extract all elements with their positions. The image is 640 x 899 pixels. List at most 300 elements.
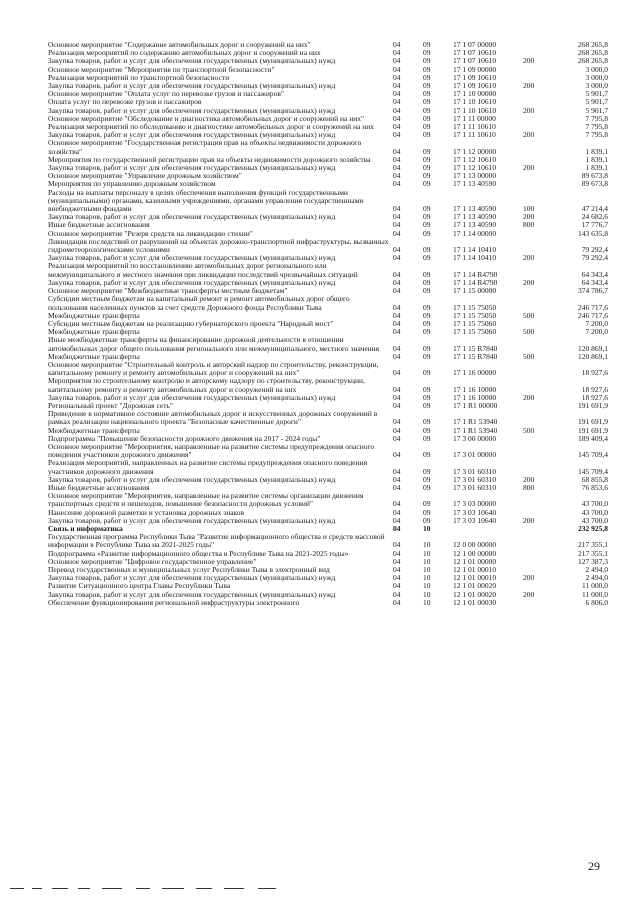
row-subsection: 09 <box>423 106 431 115</box>
row-target-code: 17 3 03 00000 <box>453 499 497 509</box>
row-section: 04 <box>393 483 401 492</box>
row-amount: 5 901,7 <box>585 106 608 115</box>
row-expense-type: 500 <box>523 311 535 320</box>
row-section: 04 <box>393 311 401 320</box>
row-expense-type <box>523 230 553 238</box>
row-target-code: 17 1 15 75060 <box>453 328 497 337</box>
table-row <box>48 336 608 352</box>
footer-dashes <box>10 888 290 890</box>
row-expense-type <box>523 566 553 574</box>
row-expense-type <box>523 287 553 295</box>
row-target-code: 17 1 15 R7840 <box>453 343 498 353</box>
row-target-code: 17 3 01 60310 <box>453 475 497 484</box>
row-expense-type <box>523 139 553 155</box>
row-subsection: 09 <box>423 475 431 484</box>
row-expense-type <box>523 74 553 82</box>
row-subsection: 09 <box>423 254 431 263</box>
row-name: Ликвидация последствий от разрушений на объектах дорожно-транспортной инфраструктуры, вызванных гидрометеорологическими условиями <box>48 236 389 255</box>
row-subsection: 09 <box>423 287 431 296</box>
row-target-code: 17 1 11 00000 <box>453 114 496 123</box>
row-subsection: 09 <box>423 73 431 82</box>
row-subsection: 09 <box>423 221 431 230</box>
row-section: 04 <box>393 499 401 509</box>
row-expense-type <box>523 492 553 508</box>
row-target-code: 12 0 00 00000 <box>453 540 497 550</box>
row-subsection: 09 <box>423 172 431 181</box>
row-expense-type: 200 <box>523 254 535 263</box>
row-amount: 68 855,8 <box>581 475 608 484</box>
row-target-code: 17 3 03 10640 <box>453 508 497 517</box>
row-target-code: 17 1 07 10610 <box>453 49 497 58</box>
row-target-code: 17 1 07 00000 <box>453 41 497 49</box>
row-section: 04 <box>393 574 401 583</box>
row-expense-type: 200 <box>523 164 535 173</box>
row-expense-type: 500 <box>523 328 535 337</box>
row-name: Связь и информатика <box>48 523 123 533</box>
row-expense-type <box>523 435 553 443</box>
row-name: Межбюджетные трансферты <box>48 351 140 361</box>
row-expense-type <box>523 459 553 475</box>
row-expense-type <box>523 238 553 254</box>
row-subsection: 09 <box>423 483 431 492</box>
row-amount: 189 409,4 <box>578 434 608 443</box>
row-section: 04 <box>393 57 401 66</box>
row-section: 04 <box>393 401 401 410</box>
row-amount: 7 200,0 <box>585 328 608 337</box>
row-subsection: 09 <box>423 146 431 156</box>
row-name: Основное мероприятие "Государственная регистрация прав на объекты недвижимости дорожного хозяйства" <box>48 138 362 156</box>
row-section: 04 <box>393 254 401 263</box>
row-expense-type <box>523 115 553 123</box>
row-target-code: 17 1 11 10610 <box>453 123 496 132</box>
row-amount: 1 839,1 <box>585 146 608 156</box>
table-row <box>48 517 608 525</box>
row-section: 04 <box>393 245 401 255</box>
row-section: 04 <box>393 106 401 115</box>
row-name: Региональный проект "Дорожная сеть" <box>48 400 173 410</box>
row-expense-type <box>523 49 553 57</box>
row-subsection: 09 <box>423 417 431 427</box>
row-expense-type <box>523 66 553 74</box>
row-name: Основное мероприятие "Резерв средств на ликвидацию стихии" <box>48 228 253 238</box>
row-name: Закупка товаров, работ и услуг для обеспечения государственных (муниципальных) нужд <box>48 277 336 287</box>
row-amount: 64 343,4 <box>581 269 608 279</box>
row-subsection: 09 <box>423 426 431 435</box>
row-name: Основное мероприятие "Межбюджетные трансферты местным бюджетам" <box>48 286 288 296</box>
row-name: Государственная программа Республики Тыва "Развитие информационного общества и средств массовой информации в Республике Тыва на 2021-2025 годы" <box>48 532 385 550</box>
row-target-code: 17 1 15 75050 <box>453 302 497 312</box>
row-section: 04 <box>393 582 401 591</box>
row-section: 04 <box>393 508 401 517</box>
row-name: Закупка товаров, работ и услуг для обеспечения государственных (муниципальных) нужд <box>48 253 336 263</box>
row-amount: 11 000,0 <box>582 590 608 599</box>
row-name: Межбюджетные трансферты <box>48 310 140 320</box>
row-amount: 217 355,1 <box>578 549 608 558</box>
row-target-code: 17 1 12 00000 <box>453 146 497 156</box>
row-amount: 79 292,4 <box>581 245 608 255</box>
row-name: Мероприятия по строительному контролю и авторскому надзору по строительству, реконструкции, капитальному ремонту и ремонту автомобильных дорог и сооружений на них <box>48 376 365 394</box>
row-subsection: 09 <box>423 434 431 443</box>
row-amount: 143 635,8 <box>578 229 608 238</box>
row-expense-type <box>523 443 553 459</box>
row-section: 04 <box>393 516 401 525</box>
row-amount: 3 000,0 <box>585 73 608 82</box>
row-target-code: 17 1 16 10000 <box>453 393 497 402</box>
table-row <box>48 410 608 426</box>
row-subsection: 09 <box>423 343 431 353</box>
row-expense-type: 200 <box>523 57 535 66</box>
row-target-code: 17 3 00 00000 <box>453 434 497 443</box>
row-amount: 11 000,0 <box>582 582 608 591</box>
row-target-code <box>453 525 523 533</box>
row-amount: 43 700,0 <box>581 499 608 509</box>
table-row <box>48 599 608 607</box>
row-amount: 232 925,8 <box>578 524 608 533</box>
row-amount: 268 265,8 <box>578 57 608 66</box>
row-amount: 120 869,1 <box>578 352 608 361</box>
row-name: Расходы на выплаты персоналу в целях обеспечения выполнения функций государственными (муниципальными) органами, казенными учреждениями, органами управления государственными внебюджетными фондами <box>48 187 364 214</box>
row-section: 04 <box>393 393 401 402</box>
row-subsection: 09 <box>423 123 431 132</box>
row-subsection: 09 <box>423 229 431 238</box>
row-target-code: 17 1 13 40590 <box>453 204 497 214</box>
row-target-code: 17 1 15 75050 <box>453 311 497 320</box>
row-name: Оплата услуг по перевозке грузов и пассажиров <box>48 97 202 107</box>
row-name: Закупка товаров, работ и услуг для обеспечения государственных (муниципальных) нужд <box>48 515 336 525</box>
row-amount: 246 717,6 <box>578 302 608 312</box>
row-amount: 2 494,0 <box>585 574 608 583</box>
row-section: 04 <box>393 368 401 378</box>
row-section: 04 <box>393 155 401 164</box>
table-row <box>48 139 608 155</box>
row-subsection: 09 <box>423 384 431 394</box>
row-name: Реализация мероприятий по восстановлению автомобильных дорог регионального или межмуниципального и местного значения при ликвидации последствий чрезвычайных ситуаций <box>48 261 358 279</box>
row-amount: 3 000,0 <box>585 82 608 91</box>
row-expense-type: 800 <box>523 483 535 492</box>
row-expense-type: 200 <box>523 516 535 525</box>
row-subsection: 09 <box>423 311 431 320</box>
budget-table <box>48 41 608 607</box>
row-section: 04 <box>393 557 401 566</box>
table-row <box>48 492 608 508</box>
row-expense-type <box>523 525 553 533</box>
row-name: Основное мероприятие "Обследование и диагностика автомобильных дорог и сооружений на них" <box>48 113 365 123</box>
row-target-code: 12 1 01 00030 <box>453 598 497 607</box>
row-target-code: 17 1 13 00000 <box>453 172 497 181</box>
row-amount: 76 853,6 <box>581 483 608 492</box>
row-subsection: 09 <box>423 90 431 99</box>
row-subsection: 09 <box>423 164 431 173</box>
row-target-code: 17 1 14 R4790 <box>453 278 498 287</box>
row-subsection: 10 <box>423 590 431 599</box>
row-name: Иные бюджетные ассигнования <box>48 482 150 492</box>
row-target-code: 17 1 10 10610 <box>453 106 497 115</box>
row-subsection: 09 <box>423 401 431 410</box>
row-expense-type: 200 <box>523 82 535 91</box>
row-amount: 145 709,4 <box>578 466 608 476</box>
row-amount: 2 494,0 <box>585 566 608 574</box>
row-expense-type <box>523 402 553 410</box>
row-section: 04 <box>393 328 401 337</box>
row-amount: 47 214,4 <box>581 204 608 214</box>
row-amount: 7 795,8 <box>585 131 608 140</box>
row-section: 04 <box>393 417 401 427</box>
row-amount: 246 717,6 <box>578 311 608 320</box>
row-target-code: 17 1 14 10410 <box>453 254 497 263</box>
row-target-code: 17 1 14 00000 <box>453 229 497 238</box>
row-subsection: 10 <box>423 524 431 533</box>
row-name: Перевод государственных и муниципальных услуг Республики Тыва в электронный вид <box>48 565 330 574</box>
row-subsection: 09 <box>423 204 431 214</box>
row-expense-type <box>523 550 553 558</box>
table-row <box>48 361 608 377</box>
row-expense-type <box>523 41 553 49</box>
table-row <box>48 459 608 475</box>
row-section: 04 <box>393 73 401 82</box>
row-name: Закупка товаров, работ и услуг для обеспечения государственных (муниципальных) нужд <box>48 81 336 91</box>
row-section: 04 <box>393 524 401 533</box>
table-row <box>48 238 608 254</box>
row-name: Закупка товаров, работ и услуг для обеспечения государственных (муниципальных) нужд <box>48 163 336 173</box>
row-section: 04 <box>393 475 401 484</box>
row-name: Основное мероприятие "Содержание автомобильных дорог и сооружений на них" <box>48 40 311 49</box>
row-subsection: 09 <box>423 213 431 222</box>
row-subsection: 10 <box>423 557 431 566</box>
row-amount: 17 776,7 <box>581 221 608 230</box>
row-section: 04 <box>393 343 401 353</box>
row-target-code: 17 1 07 10610 <box>453 57 497 66</box>
row-subsection: 09 <box>423 393 431 402</box>
row-target-code: 17 3 01 60310 <box>453 466 497 476</box>
table-row <box>48 189 608 214</box>
row-subsection: 09 <box>423 278 431 287</box>
row-section: 04 <box>393 180 401 189</box>
row-amount: 1 839,1 <box>585 155 608 164</box>
row-section: 04 <box>393 450 401 460</box>
row-expense-type <box>523 90 553 98</box>
row-section: 04 <box>393 98 401 107</box>
row-name: Закупка товаров, работ и услуг для обеспечения государственных (муниципальных) нужд <box>48 56 336 66</box>
row-expense-type <box>523 410 553 426</box>
row-section: 04 <box>393 131 401 140</box>
row-target-code: 17 3 01 60310 <box>453 483 497 492</box>
row-expense-type: 800 <box>523 221 535 230</box>
row-name: Мероприятия по государственной регистрации прав на объекты недвижимости дорожного хозяйства <box>48 154 371 164</box>
row-amount: 43 700,0 <box>581 516 608 525</box>
row-name: Реализация мероприятий по содержанию автомобильных дорог и сооружений на них <box>48 48 321 58</box>
row-amount: 1 839,1 <box>585 164 608 173</box>
page-number: 29 <box>588 859 600 873</box>
row-section: 04 <box>393 566 401 574</box>
row-expense-type <box>523 98 553 106</box>
row-subsection: 09 <box>423 352 431 361</box>
row-section: 04 <box>393 41 401 49</box>
row-section: 04 <box>393 146 401 156</box>
row-name: Основное мероприятие "Мероприятия, направленные на развитие системы предупреждения опасного поведения участников дорожного движения" <box>48 441 375 460</box>
row-name: Субсидии местным бюджетам на реализацию губернаторского проекта "Народный мост" <box>48 318 334 328</box>
table-row <box>48 377 608 393</box>
row-section: 04 <box>393 82 401 91</box>
budget-table-page <box>48 41 608 607</box>
row-expense-type <box>523 509 553 517</box>
row-section: 04 <box>393 549 401 558</box>
row-name: Подпрограмма "Повышение безопасности дорожного движения на 2017 - 2024 годы" <box>48 433 321 443</box>
row-expense-type <box>523 533 553 549</box>
row-subsection: 10 <box>423 549 431 558</box>
row-amount: 5 901,7 <box>585 98 608 107</box>
row-amount: 268 265,8 <box>578 41 608 49</box>
row-expense-type: 200 <box>523 574 535 583</box>
row-name: Закупка товаров, работ и услуг для обеспечения государственных (муниципальных) нужд <box>48 392 336 402</box>
row-name: Закупка товаров, работ и услуг для обеспечения государственных (муниципальных) нужд <box>48 589 336 599</box>
row-name: Закупка товаров, работ и услуг для обеспечения государственных (муниципальных) нужд <box>48 105 336 115</box>
row-amount: 89 673,8 <box>581 180 608 189</box>
row-expense-type: 200 <box>523 475 535 484</box>
row-amount: 127 387,3 <box>578 557 608 566</box>
row-expense-type: 200 <box>523 393 535 402</box>
row-section: 04 <box>393 287 401 296</box>
row-subsection: 09 <box>423 245 431 255</box>
row-amount: 89 673,8 <box>581 172 608 181</box>
row-target-code: 17 1 15 00000 <box>453 287 497 296</box>
row-section: 04 <box>393 598 401 607</box>
row-expense-type: 200 <box>523 106 535 115</box>
row-expense-type: 200 <box>523 590 535 599</box>
row-target-code: 17 1 09 10610 <box>453 73 497 82</box>
row-target-code: 17 1 R1 53940 <box>453 426 498 435</box>
row-name: Закупка товаров, работ и услуг для обеспечения государственных (муниципальных) нужд <box>48 573 336 583</box>
row-target-code: 17 1 16 10000 <box>453 384 497 394</box>
row-target-code: 17 1 12 10610 <box>453 155 497 164</box>
row-section: 04 <box>393 384 401 394</box>
row-target-code: 17 1 15 R7840 <box>453 352 498 361</box>
row-name: Закупка товаров, работ и услуг для обеспечения государственных (муниципальных) нужд <box>48 130 336 140</box>
row-amount: 18 927,6 <box>581 384 608 394</box>
row-section: 04 <box>393 164 401 173</box>
table-row <box>48 262 608 278</box>
row-expense-type: 200 <box>523 278 535 287</box>
row-name: Приведение в нормативное состояние автомобильных дорог и искусственных дорожных сооружений в рамках реализации национального проекта "Безопасные качественные дороги" <box>48 409 378 427</box>
row-expense-type <box>523 336 553 352</box>
row-name: Нанесение дорожной разметки и установка дорожных знаков <box>48 507 245 517</box>
row-target-code: 17 1 11 10610 <box>453 131 496 140</box>
row-expense-type: 200 <box>523 131 535 140</box>
row-name: Межбюджетные трансферты <box>48 425 140 435</box>
row-subsection: 10 <box>423 598 431 607</box>
row-expense-type <box>523 558 553 566</box>
row-section: 04 <box>393 352 401 361</box>
row-subsection: 10 <box>423 582 431 591</box>
row-expense-type: 200 <box>523 213 535 222</box>
row-name: Основное мероприятие "Строительный контроль и авторский надзор по строительству, реконструкции, капитальному ремонту и ремонту автомобильных дорог и сооружений на них" <box>48 359 379 378</box>
row-target-code: 12 1 01 00010 <box>453 566 497 574</box>
row-section: 04 <box>393 466 401 476</box>
row-target-code: 17 3 01 00000 <box>453 450 497 460</box>
row-target-code: 12 1 01 00020 <box>453 582 497 591</box>
row-name: Развитие Ситуационного центра Главы Республики Тыва <box>48 581 231 591</box>
row-subsection: 09 <box>423 49 431 58</box>
row-subsection: 09 <box>423 516 431 525</box>
row-target-code: 17 1 13 40590 <box>453 221 497 230</box>
row-subsection: 09 <box>423 328 431 337</box>
row-amount: 191 691,9 <box>578 401 608 410</box>
row-target-code: 12 1 01 00020 <box>453 590 497 599</box>
row-amount: 18 927,6 <box>581 393 608 402</box>
row-amount: 6 806,0 <box>585 598 608 607</box>
row-section: 04 <box>393 319 401 328</box>
row-subsection: 09 <box>423 131 431 140</box>
row-subsection: 09 <box>423 508 431 517</box>
row-subsection: 09 <box>423 302 431 312</box>
row-amount: 3 000,0 <box>585 65 608 74</box>
row-target-code: 17 1 14 10410 <box>453 245 497 255</box>
row-amount: 64 343,4 <box>581 278 608 287</box>
row-expense-type: 500 <box>523 352 535 361</box>
row-section: 04 <box>393 221 401 230</box>
row-subsection: 09 <box>423 180 431 189</box>
row-target-code: 12 1 01 00000 <box>453 557 497 566</box>
row-amount: 374 786,7 <box>578 287 608 296</box>
row-section: 04 <box>393 65 401 74</box>
row-amount: 43 700,0 <box>581 508 608 517</box>
row-section: 04 <box>393 90 401 99</box>
row-subsection: 09 <box>423 499 431 509</box>
row-target-code: 17 1 12 10610 <box>453 164 497 173</box>
row-expense-type <box>523 262 553 278</box>
row-name: Основное мероприятие "Управление дорожным хозяйством" <box>48 171 242 181</box>
row-amount: 145 709,4 <box>578 450 608 460</box>
row-name: Мероприятия по управлению дорожным хозяйством <box>48 179 216 189</box>
row-expense-type <box>523 172 553 180</box>
row-amount: 18 927,6 <box>581 368 608 378</box>
row-name: Межбюджетные трансферты <box>48 327 140 337</box>
row-name: Основное мероприятие "Цифровое государственное управление" <box>48 556 257 566</box>
row-section: 04 <box>393 540 401 550</box>
row-name: Субсидии местным бюджетам на капитальный ремонт и ремонт автомобильных дорог общего пользования населенных пунктов за счет средств Дорожного фонда Республики Тыва <box>48 294 350 312</box>
row-section: 04 <box>393 269 401 279</box>
row-target-code: 17 1 10 10610 <box>453 98 497 107</box>
row-name: Основное мероприятие "Мероприятия, направленные на развитие системы организации движения транспортных средств и пешеходов, повышение безопасности дорожных условий" <box>48 491 364 509</box>
row-name: Иные межбюджетные трансферты на финансирование дорожной деятельности в отношении автомобильных дорог общего пользования регионального или межмуниципального, местного значения <box>48 335 380 353</box>
row-subsection: 09 <box>423 82 431 91</box>
row-amount: 7 795,8 <box>585 123 608 132</box>
row-expense-type <box>523 377 553 393</box>
row-expense-type <box>523 582 553 590</box>
row-amount: 7 795,8 <box>585 114 608 123</box>
row-subsection: 09 <box>423 368 431 378</box>
row-section: 04 <box>393 590 401 599</box>
row-target-code: 17 1 09 00000 <box>453 65 497 74</box>
row-target-code: 17 1 R1 53940 <box>453 417 498 427</box>
row-expense-type <box>523 123 553 131</box>
row-section: 04 <box>393 434 401 443</box>
row-amount: 191 691,9 <box>578 417 608 427</box>
row-section: 04 <box>393 204 401 214</box>
row-subsection: 09 <box>423 466 431 476</box>
row-target-code: 17 1 13 40590 <box>453 180 497 189</box>
row-section: 04 <box>393 302 401 312</box>
row-target-code: 17 1 R1 00000 <box>453 401 498 410</box>
row-target-code: 17 1 14 R4790 <box>453 269 498 279</box>
row-expense-type <box>523 320 553 328</box>
row-amount: 120 869,1 <box>578 343 608 353</box>
row-target-code: 17 1 15 75060 <box>453 319 497 328</box>
row-amount: 268 265,8 <box>578 49 608 58</box>
row-name: Реализация мероприятий по транспортной безопасности <box>48 72 230 82</box>
row-subsection: 10 <box>423 574 431 583</box>
row-target-code: 17 1 13 40590 <box>453 213 497 222</box>
row-amount: 79 292,4 <box>581 254 608 263</box>
